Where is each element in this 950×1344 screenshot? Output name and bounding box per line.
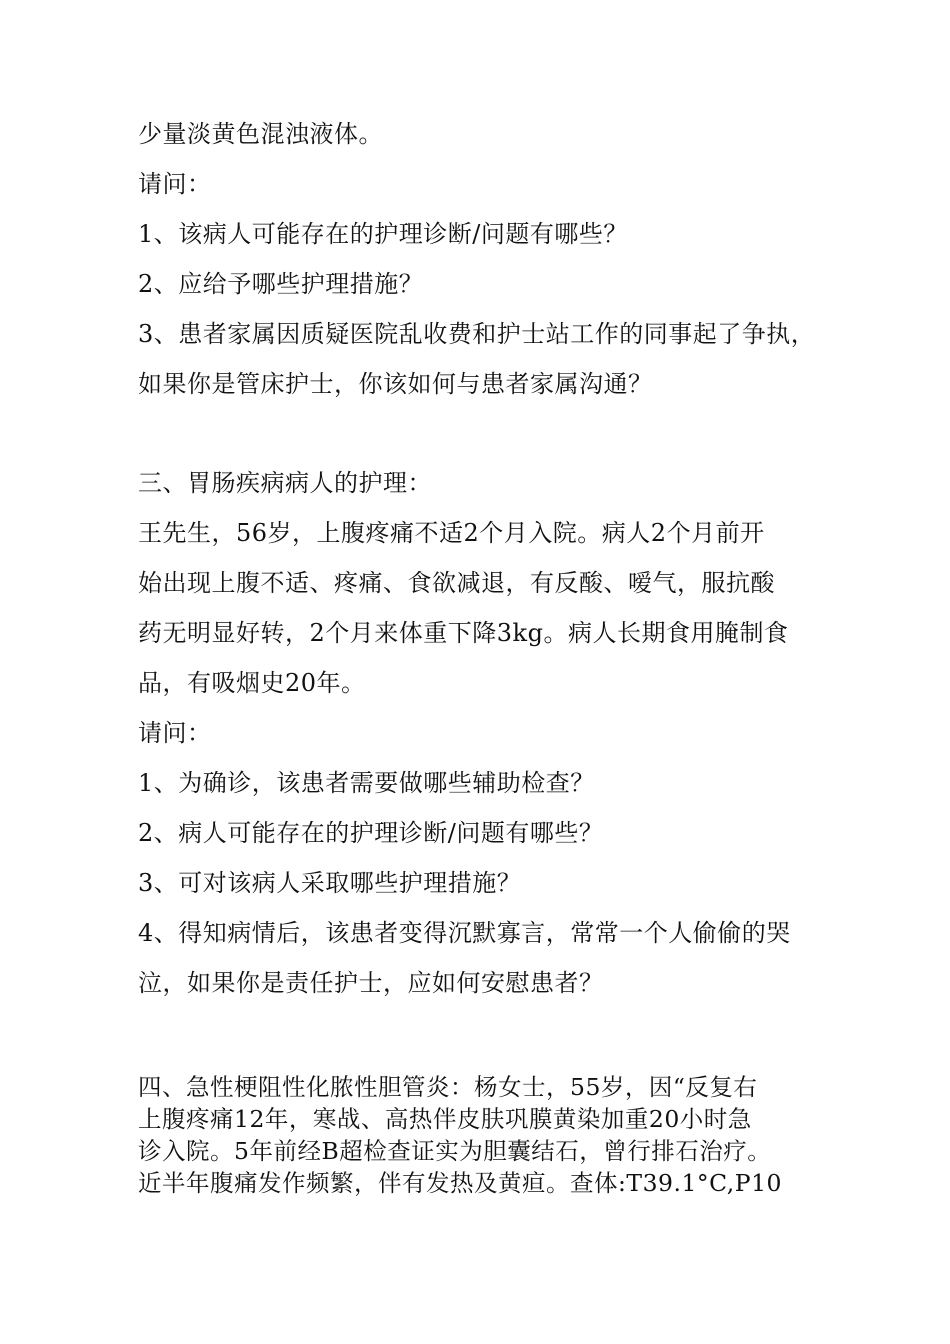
- case-paragraph-line: 王先生，56岁，上腹疼痛不适2个月入院。病人2个月前开: [138, 519, 765, 547]
- paragraph-line: 少量淡黄色混浊液体。: [138, 120, 383, 148]
- section-title-paragraph: 四、急性梗阻性化脓性胆管炎：杨女士，55岁，因“反复右: [138, 1073, 758, 1101]
- question-item-continued: 如果你是管床护士，你该如何与患者家属沟通？: [138, 370, 653, 398]
- case-paragraph-line: 近半年腹痛发作频繁，伴有发热及黄疸。查体:T39.1°C,P10: [138, 1169, 782, 1197]
- question-label: 请问：: [138, 719, 212, 747]
- section-title: 三、胃肠疾病病人的护理：: [138, 469, 432, 497]
- case-paragraph-line: 始出现上腹不适、疼痛、食欲减退，有反酸、嗳气，服抗酸: [138, 569, 775, 597]
- case-paragraph-line: 药无明显好转，2个月来体重下降3kg。病人长期食用腌制食: [138, 619, 789, 647]
- question-item: 2、应给予哪些护理措施？: [138, 270, 424, 298]
- case-paragraph-line: 诊入院。5年前经B超检查证实为胆囊结石，曾行排石治疗。: [138, 1137, 772, 1165]
- question-item: 2、病人可能存在的护理诊断/问题有哪些？: [138, 819, 604, 847]
- question-item: 1、该病人可能存在的护理诊断/问题有哪些？: [138, 220, 628, 248]
- question-item-continued: 泣，如果你是责任护士，应如何安慰患者？: [138, 969, 604, 997]
- case-paragraph-line: 品，有吸烟史20年。: [138, 669, 366, 697]
- question-item: 1、为确诊，该患者需要做哪些辅助检查？: [138, 769, 595, 797]
- question-item: 3、可对该病人采取哪些护理措施？: [138, 869, 522, 897]
- question-item: 3、患者家属因质疑医院乱收费和护士站工作的同事起了争执，: [138, 320, 816, 348]
- question-label: 请问：: [138, 170, 212, 198]
- question-item: 4、得知病情后，该患者变得沉默寡言，常常一个人偷偷的哭: [138, 919, 791, 947]
- case-paragraph-line: 上腹疼痛12年，寒战、高热伴皮肤巩膜黄染加重20小时急: [138, 1105, 752, 1133]
